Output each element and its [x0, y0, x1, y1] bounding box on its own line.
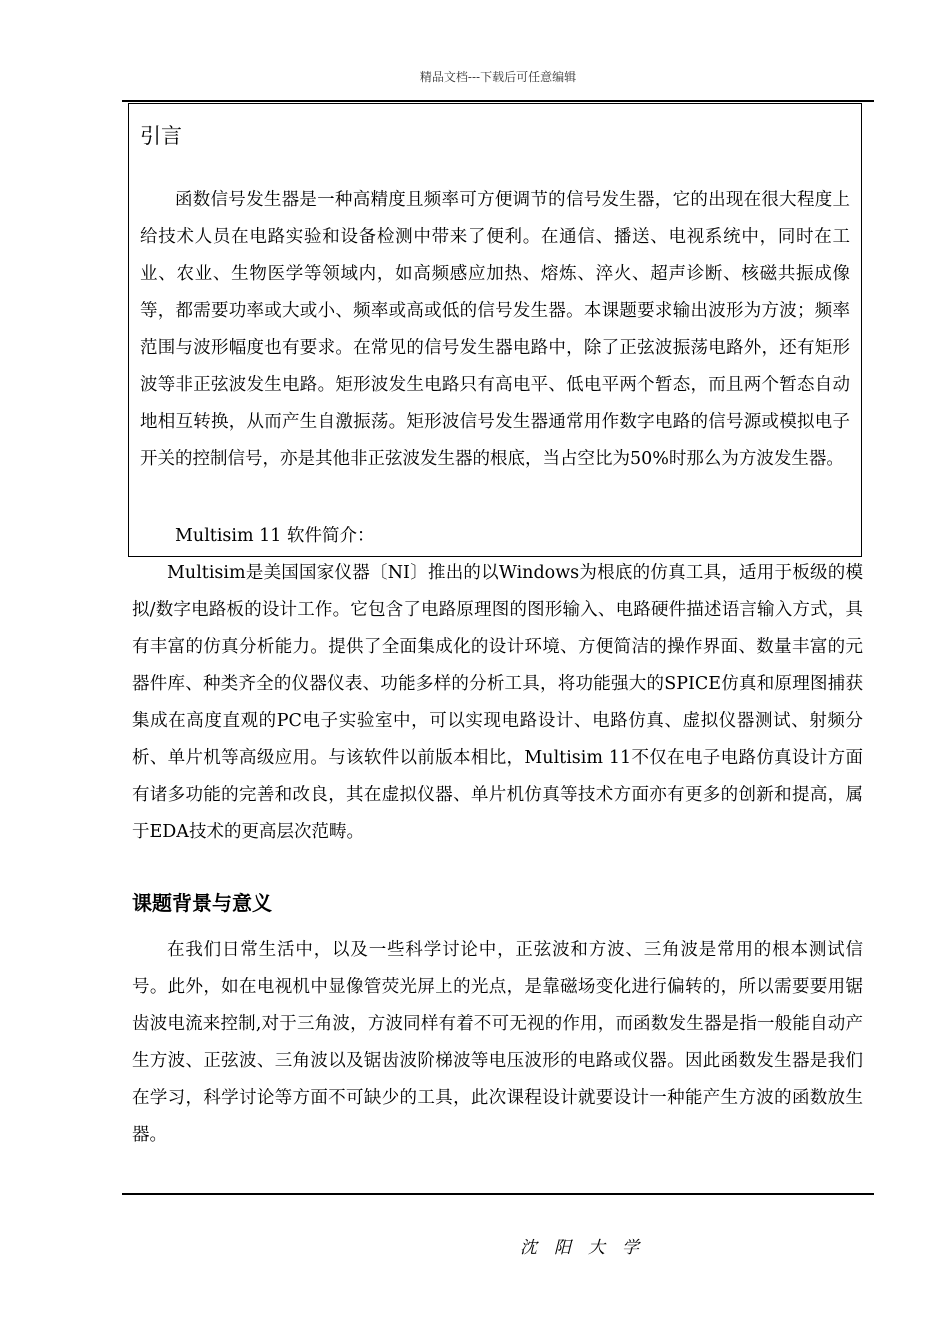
background-paragraph: 在我们日常生活中，以及一些科学讨论中，正弦波和方波、三角波是常用的根本测试信号。此外，如在电视机中显像管荧光屏上的光点，是靠磁场变化进行偏转的，所以需要要用锯齿波电流来控制,对于三角波，方波同样有着不可无视的作用，而函数发生器是指一般能自动产生方波、正弦波、三角波以及锯齿波阶梯波等电压波形的电路或仪器。因此函数发生器是我们在学习，科学讨论等方面不可缺少的工具，此次课程设计就要设计一种能产生方波的函数放生器。 [132, 940, 863, 1145]
intro-paragraph: 函数信号发生器是一种高精度且频率可方便调节的信号发生器，它的出现在很大程度上给技术人员在电路实验和设备检测中带来了便利。在通信、播送、电视系统中，同时在工业、农业、生物医学等领域内，如高频感应加热、熔炼、淬火、超声诊断、核磁共振成像等，都需要功率或大或小、频率或高或低的信号发生器。本课题要求输出波形为方波；频率范围与波形幅度也有要求。在常见的信号发生器电路中，除了正弦波振荡电路外，还有矩形波等非正弦波发生电路。矩形波发生电路只有高电平、低电平两个暂态，而且两个暂态自动地相互转换，从而产生自激振荡。矩形波信号发生器通常用作数字电路的信号源或模拟电子开关的控制信号，亦是其他非正弦波发生器的根底，当占空比为50%时那么为方波发生器。 [140, 190, 850, 469]
background-heading: 课题背景与意义 [132, 891, 272, 915]
header-rule [122, 100, 874, 102]
footer-university-name: 沈阳大学 [520, 1238, 656, 1258]
intro-heading: 引言 [140, 124, 182, 148]
multisim-paragraph: Multisim是美国国家仪器〔NI〕推出的以Windows为根底的仿真工具，适用于板级的模拟/数字电路板的设计工作。它包含了电路原理图的图形输入、电路硬件描述语言输入方式，具有丰富的仿真分析能力。提供了全面集成化的设计环境、方便简洁的操作界面、数量丰富的元器件库、种类齐全的仪器仪表、功能多样的分析工具，将功能强大的SPICE仿真和原理图捕获集成在高度直观的PC电子实验室中，可以实现电路设计、电路仿真、虚拟仪器测试、射频分析、单片机等高级应用。与该软件以前版本相比，Multisim 11不仅在电子电路仿真设计方面有诸多功能的完善和改良，其在虚拟仪器、单片机仿真等技术方面亦有更多的创新和提高，属于EDA技术的更高层次范畴。 [132, 563, 863, 842]
multisim-title: Multisim 11 软件简介： [175, 526, 375, 546]
footer-rule [122, 1193, 874, 1195]
page-header-text: 精品文档---下载后可任意编辑 [419, 70, 577, 84]
